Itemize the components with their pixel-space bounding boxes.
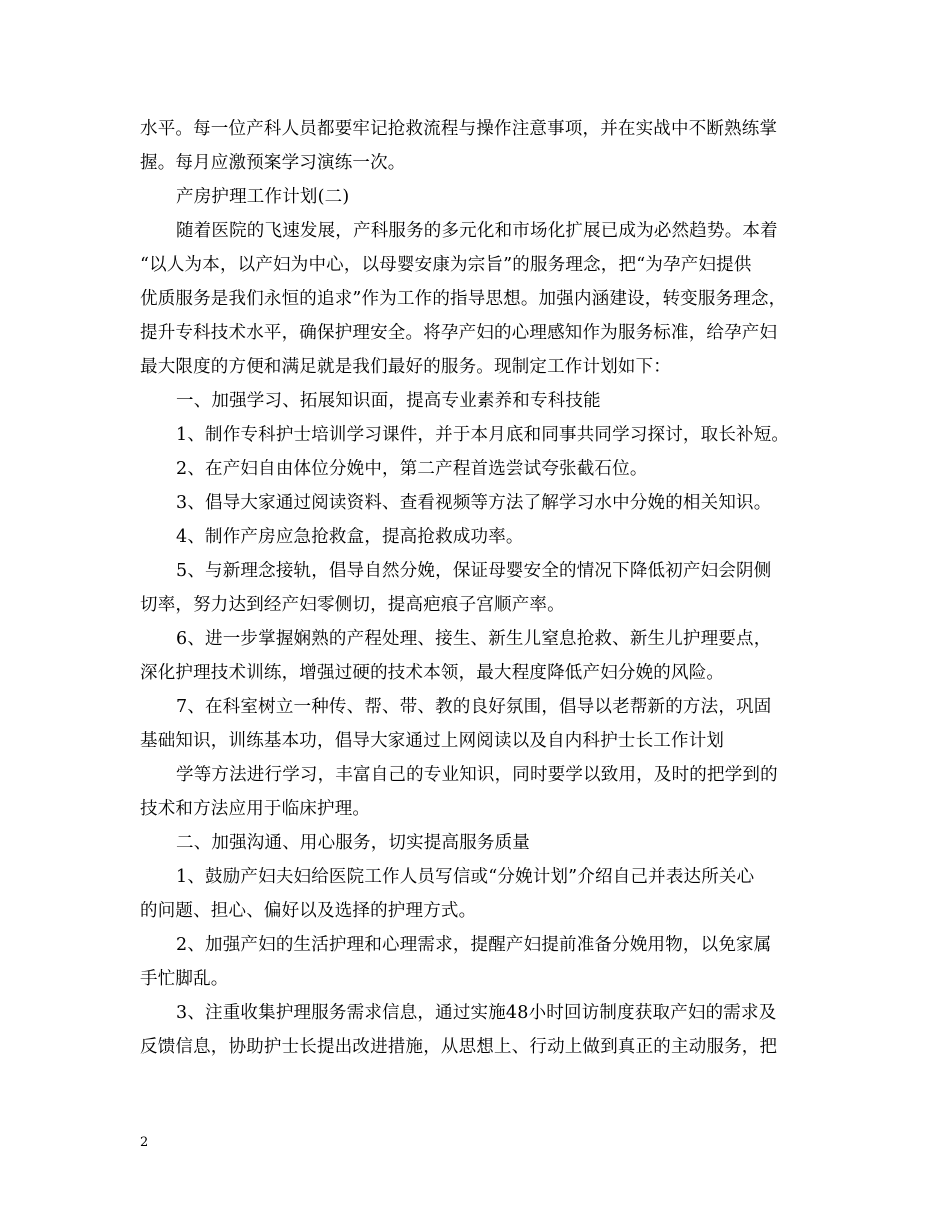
list-item: 3、倡导大家通过阅读资料、查看视频等方法了解学习水中分娩的相关知识。 xyxy=(176,493,772,513)
section-title: 产房护理工作计划(二) xyxy=(176,187,350,207)
heading-line: 二、加强沟通、用心服务，切实提高服务质量 xyxy=(176,833,530,853)
text-line: 手忙脚乱。 xyxy=(140,969,229,989)
text-line: 优质服务是我们永恒的追求”作为工作的指导思想。加强内涵建设，转变服务理念， xyxy=(140,289,787,309)
text-line: “以人为本，以产妇为中心，以母婴安康为宗旨”的服务理念，把“为孕产妇提供 xyxy=(140,255,752,275)
text-line: 反馈信息，协助护士长提出改进措施，从思想上、行动上做到真正的主动服务，把 xyxy=(140,1037,778,1057)
list-item: 7、在科室树立一种传、帮、带、教的良好氛围，倡导以老帮新的方法，巩固 xyxy=(176,697,772,717)
text-line: 握。每月应激预案学习演练一次。 xyxy=(140,153,406,173)
text-line: 最大限度的方便和满足就是我们最好的服务。现制定工作计划如下： xyxy=(140,357,671,377)
text-line: 切率，努力达到经产妇零侧切，提高疤痕子宫顺产率。 xyxy=(140,595,565,615)
text-line: 学等方法进行学习，丰富自己的专业知识，同时要学以致用，及时的把学到的 xyxy=(176,765,778,785)
text-line: 的问题、担心、偏好以及选择的护理方式。 xyxy=(140,901,477,921)
list-item: 2、加强产妇的生活护理和心理需求，提醒产妇提前准备分娩用物，以免家属 xyxy=(176,935,772,955)
text-line: 基础知识，训练基本功，倡导大家通过上网阅读以及自内科护士长工作计划 xyxy=(140,731,725,751)
list-item: 5、与新理念接轨，倡导自然分娩，保证母婴安全的情况下降低初产妇会阴侧 xyxy=(176,561,772,581)
list-item: 1、制作专科护士培训学习课件，并于本月底和同事共同学习探讨，取长补短。 xyxy=(176,425,790,445)
text-line: 技术和方法应用于临床护理。 xyxy=(140,799,371,819)
page-number: 2 xyxy=(140,1135,149,1150)
heading-line: 一、加强学习、拓展知识面，提高专业素养和专科技能 xyxy=(176,391,601,411)
text-line: 水平。每一位产科人员都要牢记抢救流程与操作注意事项，并在实战中不断熟练掌 xyxy=(140,119,778,139)
list-item: 6、进一步掌握娴熟的产程处理、接生、新生儿窒息抢救、新生儿护理要点， xyxy=(176,629,772,649)
list-item: 3、注重收集护理服务需求信息，通过实施48小时回访制度获取产妇的需求及 xyxy=(176,1003,777,1023)
text-line: 深化护理技术训练，增强过硬的技术本领，最大程度降低产妇分娩的风险。 xyxy=(140,663,725,683)
body-text xyxy=(140,112,810,1064)
list-item: 1、鼓励产妇夫妇给医院工作人员写信或“分娩计划”介绍自己并表达所关心 xyxy=(176,867,755,887)
text-line: 随着医院的飞速发展，产科服务的多元化和市场化扩展已成为必然趋势。本着 xyxy=(176,221,778,241)
list-item: 2、在产妇自由体位分娩中，第二产程首选尝试夸张截石位。 xyxy=(176,459,648,479)
list-item: 4、制作产房应急抢救盒，提高抢救成功率。 xyxy=(176,527,524,547)
text-line: 提升专科技术水平，确保护理安全。将孕产妇的心理感知作为服务标准，给孕产妇 xyxy=(140,323,778,343)
